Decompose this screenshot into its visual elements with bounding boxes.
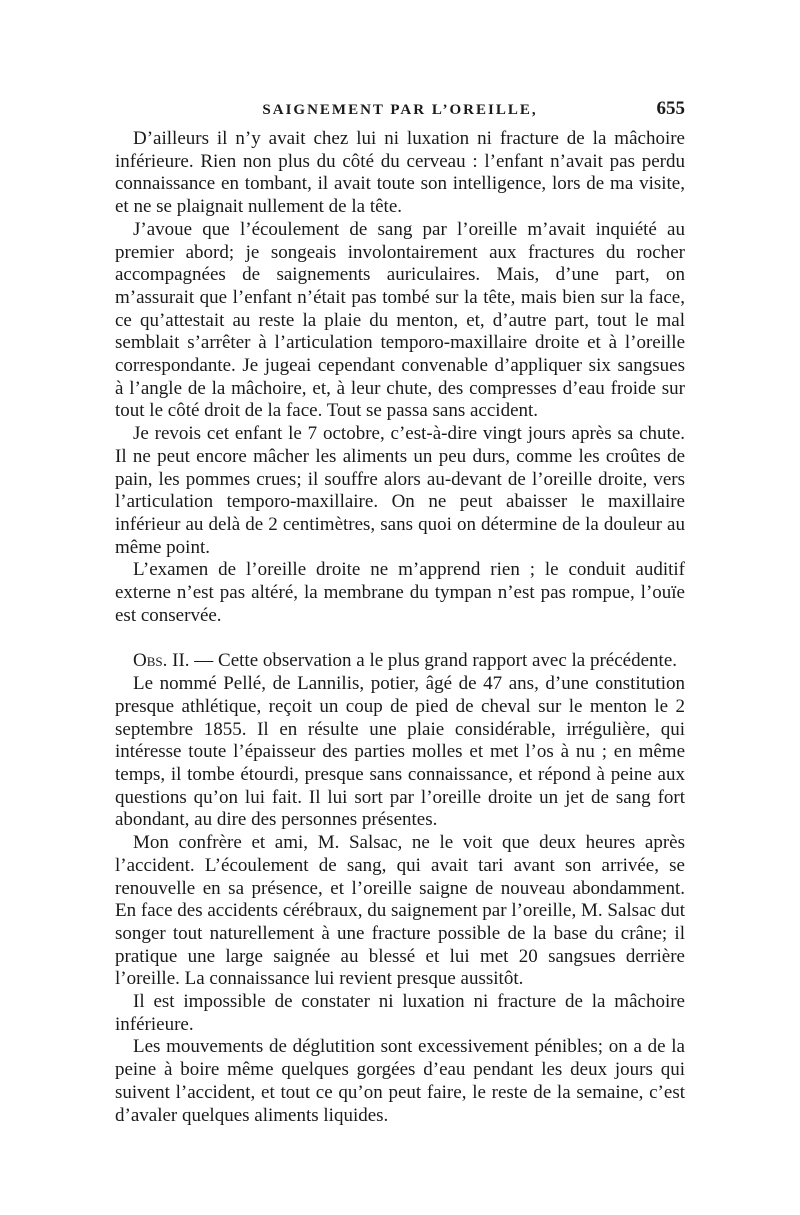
body-text [115,128,685,1127]
page-header [115,96,685,126]
paragraph-1: D’ailleurs il n’y avait chez lui ni luxation ni fracture de la mâchoire inférieure. Rien non plus du côté du cerveau : l’enfant n’avait pas perdu connaissance en tombant, il avait toute son intelligence, lors de ma visite, et ne se plaignait nullement de la tête. [115,128,685,218]
observation-heading-paragraph [115,650,685,673]
paragraph-9: Les mouvements de déglutition sont excessivement pénibles; on a de la peine à boire même quelques gorgées d’eau pendant les deux jours qui suivent l’accident, et tout ce qu’on peut faire, le reste de la semaine, c’est d’avaler quelques aliments liquides. [115,1036,685,1126]
observation-intro: — Cette observation a le plus grand rapport avec la précédente. [189,650,677,672]
paragraph-7: Mon confrère et ami, M. Salsac, ne le voit que deux heures après l’accident. L’écoulement de sang, qui avait tari avant son arrivée, se renouvelle en sa présence, et l’oreille saigne de nouveau abondamment. En face des accidents cérébraux, du saignement par l’oreille, M. Salsac dut songer tout naturellement à une fracture possible de la base du crâne; il pratique une large saignée au blessé et lui met 20 sangsues derrière l’oreille. La connaissance lui revient presque aussitôt. [115,832,685,990]
paragraph-2: J’avoue que l’écoulement de sang par l’oreille m’avait inquiété au premier abord; je songeais involontairement aux fractures du rocher accompagnées de saignements auriculaires. Mais, d’une part, on m’assurait que l’enfant n’était pas tombé sur la tête, mais bien sur la face, ce qu’attestait au reste la plaie du menton, et, d’autre part, tout le mal semblait s’arrêter à l’articulation temporo-maxillaire droite et à l’oreille correspondante. Je jugeai cependant convenable d’appliquer six sangsues à l’angle de la mâchoire, et, à leur chute, des compresses d’eau froide sur tout le côté droit de la face. Tout se passa sans accident. [115,218,685,422]
paragraph-4: L’examen de l’oreille droite ne m’apprend rien ; le conduit auditif externe n’est pas altéré, la membrane du tympan n’est pas rompue, l’ouïe est conservée. [115,559,685,626]
running-title: SAIGNEMENT PAR L’OREILLE, [262,102,538,118]
paragraph-8: Il est impossible de constater ni luxation ni fracture de la mâchoire inférieure. [115,991,685,1035]
paragraph-6: Le nommé Pellé, de Lannilis, potier, âgé de 47 ans, d’une constitution presque athlétique, reçoit un coup de pied de cheval sur le menton le 2 septembre 1855. Il en résulte une plaie considérable, irrégulière, qui intéresse toute l’épaisseur des parties molles et met l’os à nu ; en même temps, il tombe étourdi, presque sans connaissance, et répond à peine aux questions qu’on lui fait. Il lui sort par l’oreille droite un jet de sang fort abondant, au dire des personnes présentes. [115,673,685,831]
observation-label: Obs. II. [133,650,190,672]
page-number: 655 [656,98,685,119]
paragraph-3: Je revois cet enfant le 7 octobre, c’est-à-dire vingt jours après sa chute. Il ne peut encore mâcher les aliments un peu durs, comme les croûtes de pain, les pommes crues; il souffre alors au-devant de l’oreille droite, vers l’articulation temporo-maxillaire. On ne peut abaisser le maxillaire inférieur au delà de 2 centimètres, sans quoi on détermine de la douleur au même point. [115,423,685,558]
